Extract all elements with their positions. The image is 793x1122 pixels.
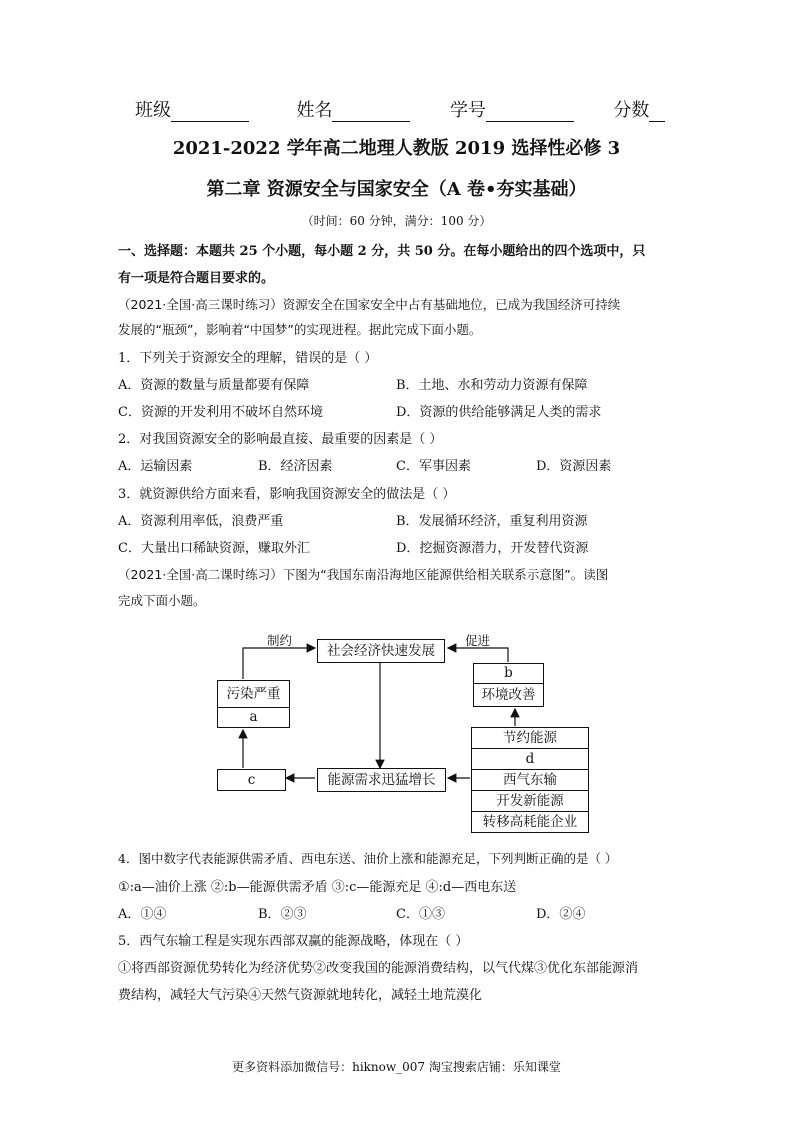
- q2-option-b[interactable]: B．经济因素: [258, 459, 333, 474]
- box-c: c: [217, 769, 286, 791]
- q2-stem: 2．对我国资源安全的影响最直接、最重要的因素是（ ）: [118, 432, 443, 447]
- doc-title: 2021-2022 学年高二地理人教版 2019 选择性必修 3: [172, 138, 621, 159]
- measure-item: 转移高耗能企业: [482, 814, 578, 830]
- section-heading-cont: 有一项是符合题目要求的。: [118, 271, 275, 286]
- id-label: 学号: [449, 100, 486, 121]
- arrow-promote: [448, 648, 508, 662]
- class-blank[interactable]: [171, 103, 249, 122]
- material-2-line-2: 完成下面小题。: [118, 593, 206, 608]
- time-info: （时间：60 分钟，满分：100 分）: [301, 214, 492, 228]
- energy-supply-diagram: [215, 632, 590, 834]
- box-environment-b: b: [474, 664, 543, 684]
- q4-stem: 4．图中数字代表能源供需矛盾、西电东送、油价上涨和能源充足，下列判断正确的是（ ）: [118, 851, 618, 866]
- material-1-line-1: （2021·全国·高三课时练习）资源安全在国家安全中占有基础地位，已成为我国经济可持续: [118, 297, 621, 312]
- class-label: 班级: [135, 100, 171, 121]
- q3-stem: 3．就资源供给方面来看，影响我国资源安全的做法是（ ）: [118, 487, 456, 502]
- q2-option-d[interactable]: D．资源因素: [536, 459, 612, 474]
- measure-item: 西气东输: [472, 770, 588, 791]
- box-environment-label: 环境改善: [481, 687, 536, 703]
- q3-option-b[interactable]: B．发展循环经济，重复利用资源: [396, 514, 588, 529]
- q3-option-a[interactable]: A．资源利用率低，浪费严重: [118, 514, 284, 529]
- score-label: 分数: [613, 100, 650, 121]
- q1-option-a[interactable]: A．资源的数量与质量都要有保障: [118, 378, 310, 393]
- box-measures: [471, 727, 589, 833]
- material-1-line-2: 发展的“瓶颈”，影响着“中国梦”的实现进程。据此完成下面小题。: [118, 322, 482, 337]
- q1-option-b[interactable]: B．土地、水和劳动力资源有保障: [396, 378, 588, 393]
- chapter-title: 第二章 资源安全与国家安全（A 卷•夯实基础）: [206, 179, 587, 200]
- material-2-line-1: （2021·全国·高二课时练习）下图为“我国东南沿海地区能源供给相关联系示意图”。读图: [118, 567, 609, 582]
- q1-option-d[interactable]: D．资源的供给能够满足人类的需求: [396, 405, 602, 420]
- footer-note: 更多资料添加微信号：hiknow_007 淘宝搜索店铺：乐知课堂: [232, 1060, 561, 1074]
- q3-option-d[interactable]: D．挖掘资源潜力，开发替代资源: [396, 541, 589, 556]
- score-blank[interactable]: [649, 103, 665, 122]
- q1-option-c[interactable]: C．资源的开发利用不破坏自然环境: [118, 405, 323, 420]
- label-restrict: 制约: [267, 633, 293, 648]
- box-pollution: [217, 680, 290, 728]
- box-energy-demand: 能源需求迅猛增长: [317, 768, 446, 792]
- student-info-header: [135, 96, 665, 122]
- q5-stem: 5．西气东输工程是实现东西部双赢的能源战略，体现在（ ）: [118, 934, 469, 949]
- measure-item: 开发新能源: [472, 791, 588, 812]
- box-economic-growth: 社会经济快速发展: [317, 639, 445, 663]
- q4-option-c[interactable]: C．①③: [396, 907, 445, 922]
- label-promote: 促进: [465, 633, 491, 648]
- q2-option-c[interactable]: C．军事因素: [396, 459, 471, 474]
- box-environment: [473, 663, 544, 707]
- q1-stem: 1．下列关于资源安全的理解，错误的是（ ）: [118, 351, 378, 366]
- box-pollution-label: 污染严重: [218, 681, 289, 708]
- box-pollution-a: a: [249, 709, 258, 725]
- q3-option-c[interactable]: C．大量出口稀缺资源，赚取外汇: [118, 541, 310, 556]
- section-heading: 一、选择题：本题共 25 个小题，每小题 2 分，共 50 分。在每小题给出的四个选项中，只: [118, 244, 646, 259]
- name-blank[interactable]: [332, 103, 410, 122]
- arrow-restrict: [243, 648, 315, 679]
- q4-option-b[interactable]: B．②③: [258, 907, 307, 922]
- q2-option-a[interactable]: A．运输因素: [118, 459, 193, 474]
- name-label: 姓名: [296, 100, 333, 121]
- q4-option-d[interactable]: D．②④: [536, 907, 586, 922]
- q5-items-line-2: 费结构，减轻大气污染④天然气资源就地转化，减轻土地荒漠化: [118, 988, 483, 1003]
- measure-item: d: [472, 749, 588, 770]
- q4-option-a[interactable]: A．①④: [118, 907, 167, 922]
- measure-item: 节约能源: [472, 728, 588, 749]
- q5-items-line-1: ①将西部资源优势转化为经济优势②改变我国的能源消费结构，以气代煤③优化东部能源消: [118, 961, 639, 976]
- q4-items: ①:a—油价上涨 ②:b—能源供需矛盾 ③:c—能源充足 ④:d—西电东送: [118, 880, 517, 895]
- id-blank[interactable]: [486, 103, 574, 122]
